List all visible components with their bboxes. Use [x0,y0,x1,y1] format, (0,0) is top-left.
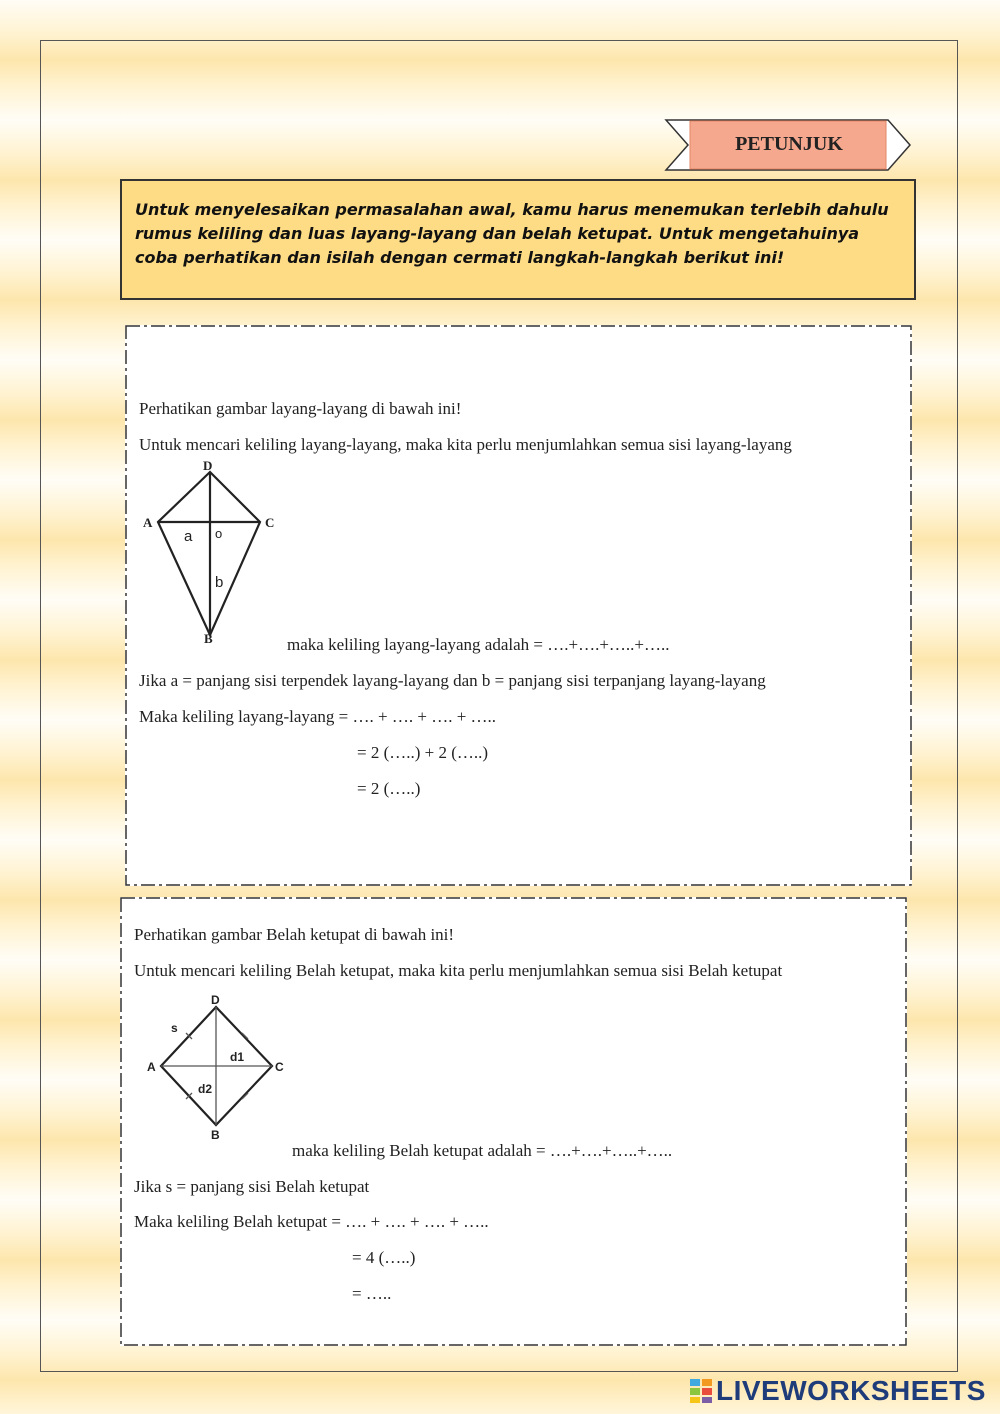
rhombus-perimeter-step1: = 4 (…..) [352,1248,416,1267]
liveworksheets-logo-icon [690,1379,712,1403]
kite-diagram [140,457,290,647]
petunjuk-banner [664,118,914,172]
rhombus-label-d1: d1 [230,1050,245,1064]
rhombus-label-side: s [171,1021,178,1035]
liveworksheets-brand-text: LIVEWORKSHEETS [716,1375,986,1406]
kite-label-center: o [215,526,223,541]
rhombus-label-a: A [147,1060,156,1074]
kite-label-d: D [203,458,213,473]
kite-label-side-b: b [215,574,224,591]
kite-intro-text: Perhatikan gambar layang-layang di bawah ini! [139,399,462,418]
kite-figure [140,457,290,652]
instruction-text: Untuk menyelesaikan permasalahan awal, kamu harus menemukan terlebih dahulu rumus keliling dan luas layang-layang dan belah ketupat. Untuk mengetahuinya coba perhatikan dan isilah dengan cermati langkah-langkah berikut ini! [135,200,889,267]
rhombus-section [120,897,907,1346]
rhombus-label-d: D [211,993,220,1007]
rhombus-figure [136,987,296,1152]
rhombus-perimeter-blank: maka keliling Belah ketupat adalah = ….+….+…..+….. [292,1141,673,1160]
rhombus-intro-text: Perhatikan gambar Belah ketupat di bawah ini! [134,925,455,944]
kite-section [125,325,912,886]
kite-perimeter-step2: = 2 (…..) [357,779,421,798]
liveworksheets-logo [690,1374,986,1408]
kite-label-side-a: a [184,528,193,545]
rhombus-label-b: B [211,1128,220,1142]
rhombus-perimeter-intro: Untuk mencari keliling Belah ketupat, maka kita perlu menjumlahkan semua sisi Belah ketupat [134,961,783,980]
kite-side-definition: Jika a = panjang sisi terpendek layang-layang dan b = panjang sisi terpanjang layang-layang [139,671,766,690]
instruction-box [120,179,916,300]
rhombus-diagram [136,987,296,1147]
rhombus-label-c: C [275,1060,284,1074]
rhombus-label-d2: d2 [198,1082,213,1096]
kite-label-a: A [143,515,153,530]
rhombus-side-definition: Jika s = panjang sisi Belah ketupat [134,1177,370,1196]
kite-perimeter-sum: Maka keliling layang-layang = …. + …. + …. + ….. [139,707,497,726]
kite-perimeter-intro: Untuk mencari keliling layang-layang, maka kita perlu menjumlahkan semua sisi layang-layang [139,435,792,454]
rhombus-perimeter-step2: = ….. [352,1284,392,1303]
kite-perimeter-step1: = 2 (…..) + 2 (…..) [357,743,489,762]
banner-title: PETUNJUK [735,132,843,155]
kite-label-b: B [204,631,213,646]
rhombus-perimeter-sum: Maka keliling Belah ketupat = …. + …. + …. + ….. [134,1212,489,1231]
kite-perimeter-blank: maka keliling layang-layang adalah = ….+….+…..+….. [287,635,670,654]
kite-label-c: C [265,515,275,530]
